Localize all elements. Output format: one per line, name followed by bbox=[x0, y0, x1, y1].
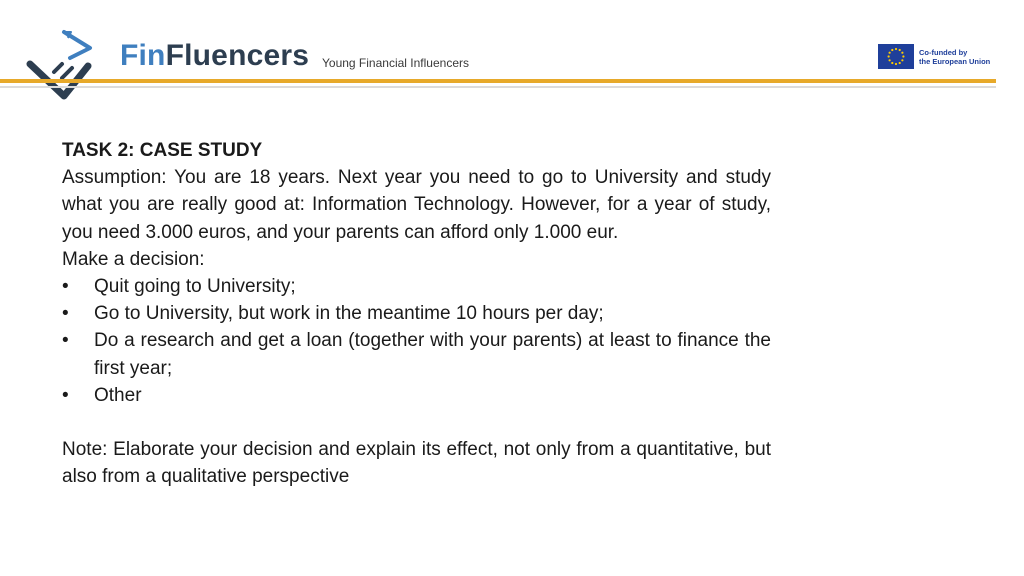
decision-option: • Quit going to University; bbox=[62, 273, 771, 300]
decision-option: • Go to University, but work in the meantime 10 hours per day; bbox=[62, 300, 771, 327]
header-divider-grey bbox=[0, 86, 996, 88]
task-assumption: Assumption: You are 18 years. Next year you need to go to University and study what you are really good at: Information Technology. However, for a year of study, you need 3.000 euros, and your parents can afford only 1.000 eur. bbox=[62, 167, 771, 243]
spacer bbox=[62, 409, 771, 436]
decision-prompt: Make a decision: bbox=[62, 248, 205, 270]
eu-line1: Co-funded by bbox=[919, 47, 968, 57]
decision-option: • Do a research and get a loan (together with your parents) at least to finance the first year; bbox=[62, 327, 771, 381]
brand-name bbox=[120, 38, 309, 74]
eu-flag-icon bbox=[878, 44, 914, 69]
brand-name-part2: Fluencers bbox=[165, 39, 310, 72]
task-title: TASK 2: CASE STUDY bbox=[62, 140, 263, 161]
task-content bbox=[62, 137, 771, 491]
decision-option: • Other bbox=[62, 382, 771, 409]
eu-cofunded-badge bbox=[878, 44, 990, 69]
eu-cofunded-text bbox=[919, 48, 990, 66]
brand-tagline: Young Financial Influencers bbox=[322, 56, 469, 70]
header-divider-gold bbox=[0, 79, 996, 83]
task-note: Note: Elaborate your decision and explain its effect, not only from a quantitative, but also from a qualitative perspective bbox=[62, 439, 771, 488]
finfluencers-logo-icon bbox=[24, 26, 108, 102]
brand-name-part1: Fin bbox=[120, 39, 166, 72]
decision-options-list bbox=[62, 273, 771, 409]
eu-line2: the European Union bbox=[919, 56, 991, 66]
